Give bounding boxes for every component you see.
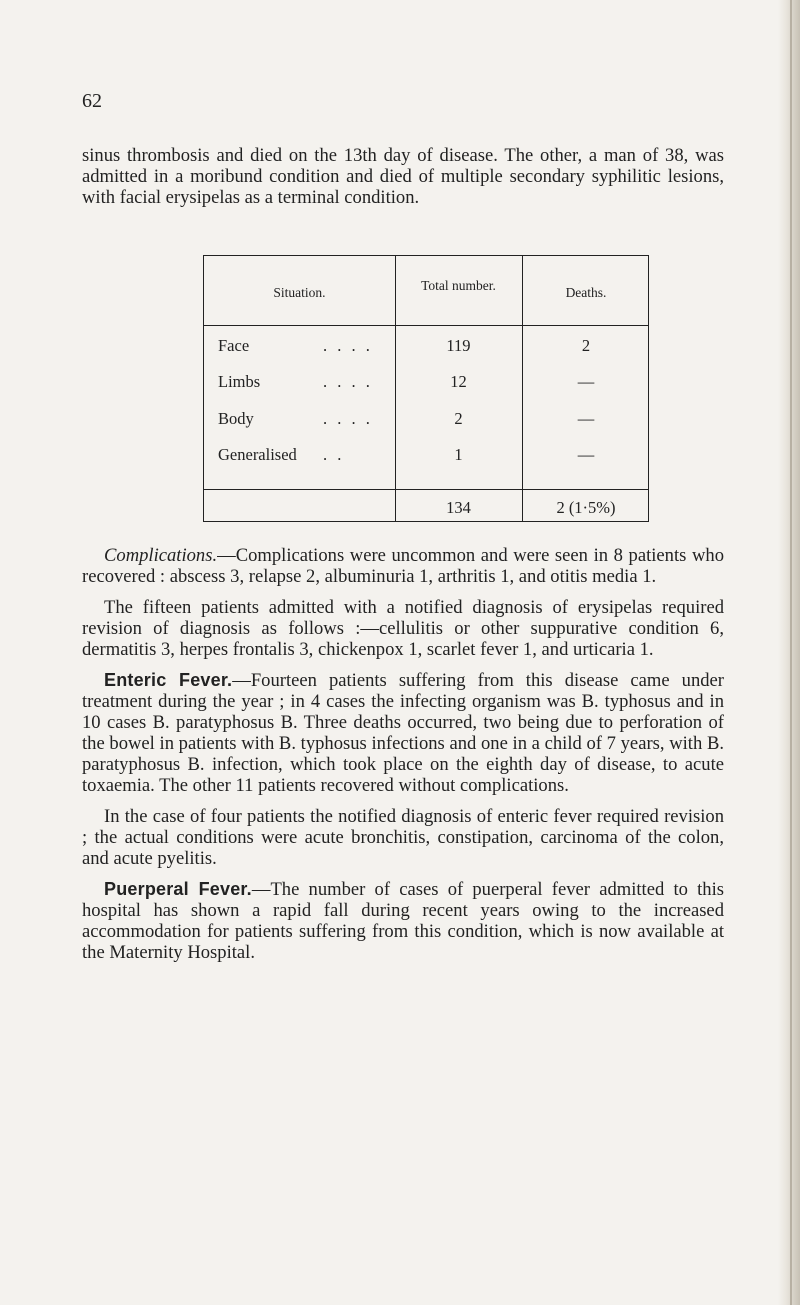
enteric-text: —Fourteen patients suffering from this disease came under treatment during the year ; in 4 cases the infecting organism was B. typhosus and in 10 cases B. paratyphosus B. Three deaths occurred, two being due to perforation of the bowel in patients with B. typhosus infections and one in a child of 7 years, with B. paratyphosus B. infection, which took place on the eighth day of disease, to acute toxaemia. The other 11 patients recovered without complications. (82, 670, 724, 796)
leader-dots: . . . . (323, 336, 373, 355)
puerperal-text: —The number of cases of puerperal fever admitted to this hospital has shown a rapid fall during recent years owing to the increased accommodation for patients suffering from this condition, which is now available at the Maternity Hospital. (82, 879, 724, 963)
row-total: 2 (454, 409, 463, 428)
puerperal-heading: Puerperal Fever. (104, 879, 252, 899)
complications-label: Complications. (104, 545, 218, 566)
row-situation: Body (218, 409, 258, 428)
row-total: 119 (446, 336, 471, 355)
row-total: 12 (450, 372, 467, 391)
table-row (204, 409, 648, 431)
body-text (82, 545, 724, 963)
enteric-paragraph (82, 670, 724, 796)
leader-dots: . . (323, 445, 345, 464)
table-row (204, 372, 648, 394)
header-deaths: Deaths. (565, 285, 607, 300)
leader-dots: . . . . (323, 372, 373, 391)
row-situation: Face (218, 336, 253, 355)
page-number: 62 (82, 90, 102, 112)
puerperal-paragraph (82, 879, 724, 963)
leader-dots: . . . . (323, 409, 373, 428)
total-number: 134 (446, 498, 471, 517)
table-divider (204, 489, 648, 490)
row-deaths: 2 (581, 336, 591, 355)
header-situation: Situation. (273, 285, 326, 300)
enteric-revision-paragraph: In the case of four patients the notified diagnosis of enteric fever required revision ; the actual conditions were acute bronchitis, constipation, carcinoma of the colon, and acute pyelitis. (82, 806, 724, 869)
table-divider (204, 325, 648, 326)
page-binding-shadow (778, 0, 800, 1305)
erysipelas-situation-table (203, 255, 649, 522)
intro-paragraph (82, 145, 724, 208)
table-row (204, 445, 648, 467)
complications-text: —Complications were uncommon and were seen in 8 patients who recovered : abscess 3, relapse 2, albuminuria 1, arthritis 1, and otitis media 1. (82, 545, 724, 587)
total-deaths: 2 (1·5%) (556, 498, 616, 517)
intro-text: sinus thrombosis and died on the 13th day of disease. The other, a man of 38, was admitted in a moribund condition and died of multiple secondary syphilitic lesions, with facial erysipelas as a terminal condition. (82, 145, 724, 208)
row-deaths: — (577, 409, 595, 428)
row-deaths: — (577, 372, 595, 391)
page-edge-line (790, 0, 792, 1305)
complications-paragraph (82, 545, 724, 587)
enteric-heading: Enteric Fever. (104, 670, 233, 690)
row-situation: Limbs (218, 372, 264, 391)
revision-paragraph: The fifteen patients admitted with a notified diagnosis of erysipelas required revision of diagnosis as follows :—cellulitis or other suppurative condition 6, dermatitis 3, herpes frontalis 3, chickenpox 1, scarlet fever 1, and urticaria 1. (82, 597, 724, 660)
row-total: 1 (454, 445, 463, 464)
row-deaths: — (577, 445, 595, 464)
table-row (204, 336, 648, 358)
row-situation: Generalised (218, 445, 301, 464)
header-total-number: Total number. (421, 278, 496, 293)
